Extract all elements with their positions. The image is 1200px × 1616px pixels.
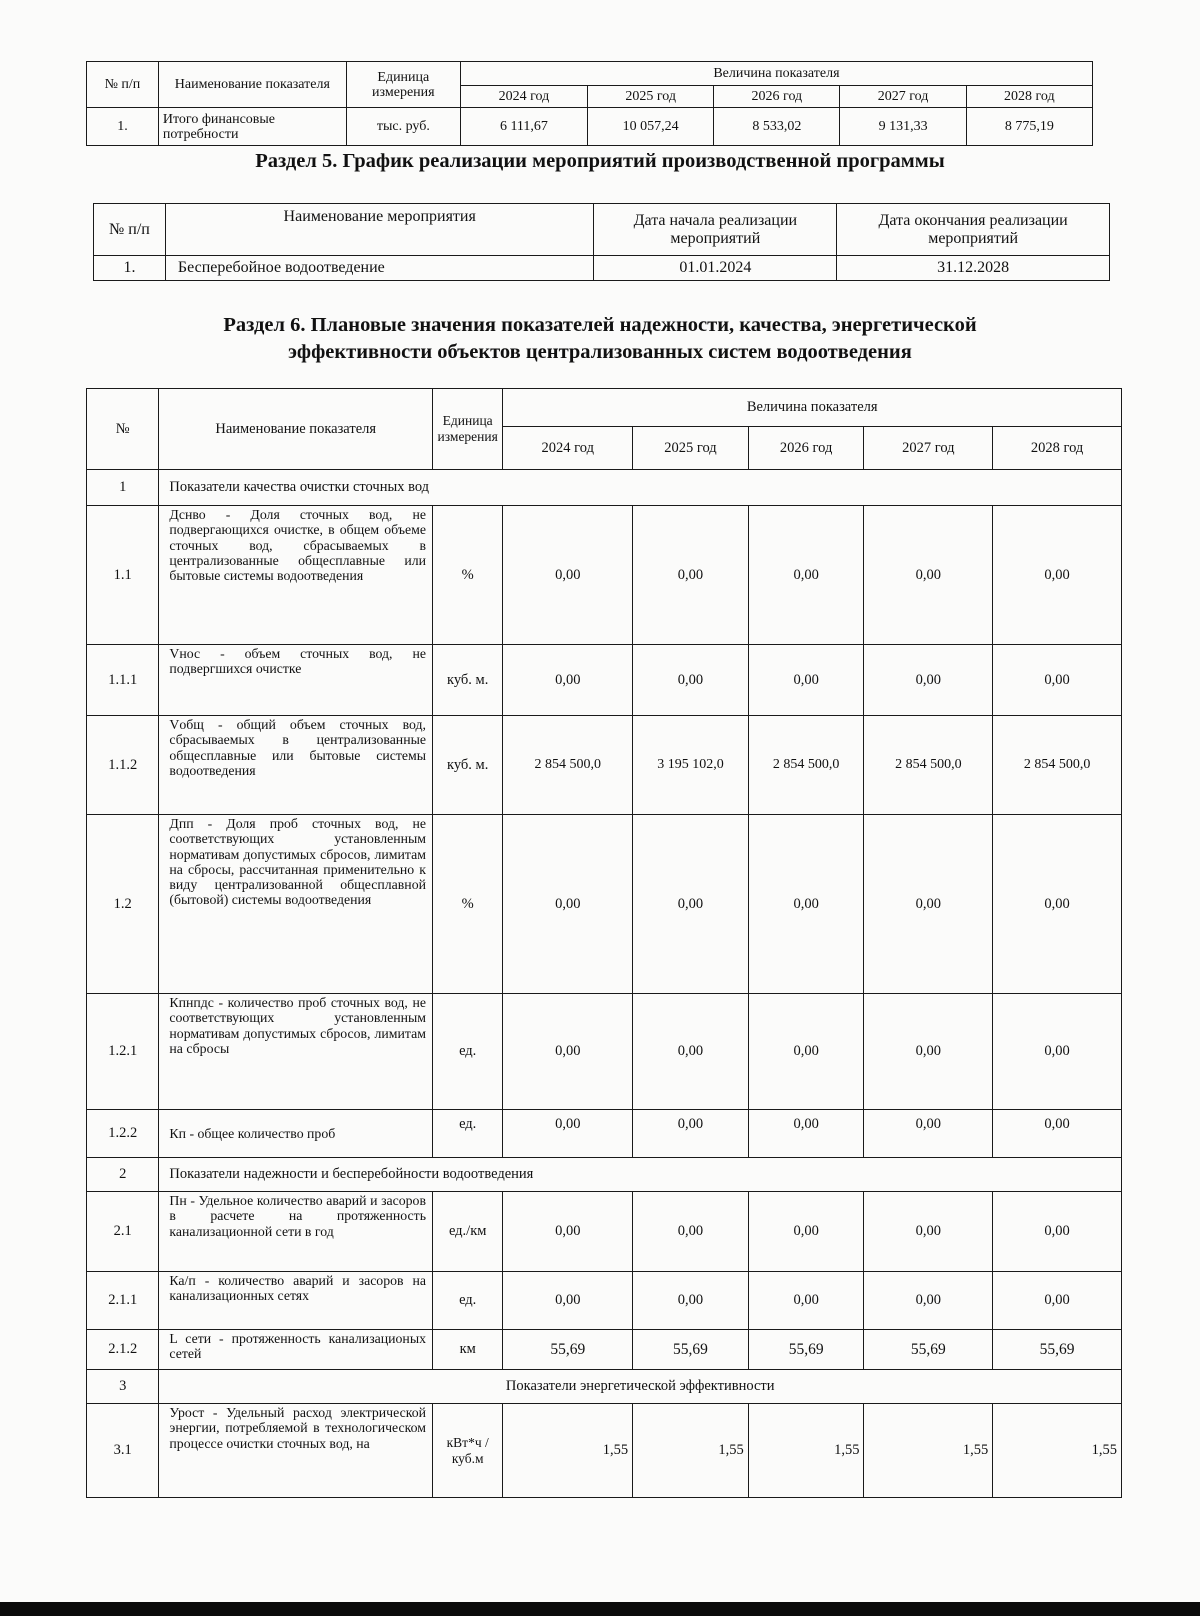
row-unit: ед. <box>432 1272 502 1330</box>
row-unit: кВт*ч / куб.м <box>432 1404 502 1498</box>
row-value: 0,00 <box>864 1192 993 1272</box>
row-unit: ед. <box>432 1110 502 1158</box>
group-row <box>87 1158 1122 1192</box>
row-unit: куб. м. <box>432 645 502 716</box>
row-unit: % <box>432 506 502 645</box>
row-value: 1,55 <box>503 1404 633 1498</box>
row-value: 0,00 <box>633 1110 749 1158</box>
row-value: 0,00 <box>748 1272 864 1330</box>
year-header: 2026 год <box>748 427 864 470</box>
scan-edge-bar <box>0 1602 1200 1616</box>
section6-title <box>0 312 1200 366</box>
row-name: L сети - протяженность канализационых сетей <box>159 1330 433 1370</box>
row-unit: тыс. руб. <box>346 108 460 146</box>
row-value: 0,00 <box>748 994 864 1110</box>
row-num: 1.2.1 <box>87 994 159 1110</box>
group-row <box>87 1370 1122 1404</box>
row-start: 01.01.2024 <box>594 256 837 281</box>
row-value: 0,00 <box>748 815 864 994</box>
year-header: 2027 год <box>864 427 993 470</box>
header-end: Дата окончания реализации мероприятий <box>837 204 1110 256</box>
row-value: 0,00 <box>748 1192 864 1272</box>
row-value: 55,69 <box>748 1330 864 1370</box>
row-value: 2 854 500,0 <box>993 716 1122 815</box>
row-value: 0,00 <box>864 815 993 994</box>
section6-title-line1: Раздел 6. Плановые значения показателей надежности, качества, энергетической <box>223 314 977 336</box>
table-row <box>87 1110 1122 1158</box>
row-value: 2 854 500,0 <box>748 716 864 815</box>
schedule-table <box>93 203 1110 281</box>
row-name: Итого финансовые потребности <box>158 108 346 146</box>
row-value: 0,00 <box>748 645 864 716</box>
row-num: 1.2.2 <box>87 1110 159 1158</box>
year-header: 2025 год <box>588 86 714 108</box>
row-num: 1. <box>94 256 166 281</box>
table-row <box>87 1404 1122 1498</box>
row-unit: ед./км <box>432 1192 502 1272</box>
year-header: 2026 год <box>714 86 840 108</box>
group-title: Показатели надежности и бесперебойности водоотведения <box>159 1158 1122 1192</box>
year-header: 2027 год <box>840 86 966 108</box>
header-num: № п/п <box>94 204 166 256</box>
row-num: 3.1 <box>87 1404 159 1498</box>
group-row <box>87 470 1122 506</box>
row-unit: км <box>432 1330 502 1370</box>
row-value: 1,55 <box>633 1404 749 1498</box>
row-num: 1. <box>87 108 159 146</box>
row-value: 9 131,33 <box>840 108 966 146</box>
header-name: Наименование показателя <box>159 389 433 470</box>
table-row <box>87 994 1122 1110</box>
row-value: 6 111,67 <box>460 108 587 146</box>
row-value: 0,00 <box>993 815 1122 994</box>
row-name: Ка/п - количество аварий и засоров на канализационных сетях <box>159 1272 433 1330</box>
row-value: 0,00 <box>503 1272 633 1330</box>
row-name: Пн - Удельное количество аварий и засоров в расчете на протяженность канализационной сети в год <box>159 1192 433 1272</box>
row-value: 0,00 <box>503 994 633 1110</box>
row-value: 0,00 <box>864 1272 993 1330</box>
year-header: 2024 год <box>460 86 587 108</box>
row-value: 3 195 102,0 <box>633 716 749 815</box>
row-value: 0,00 <box>503 815 633 994</box>
table-row <box>87 108 1093 146</box>
row-name: Кп - общее количество проб <box>159 1110 433 1158</box>
row-value: 0,00 <box>993 506 1122 645</box>
row-name: Бесперебойное водоотведение <box>165 256 594 281</box>
year-header: 2028 год <box>993 427 1122 470</box>
row-value: 55,69 <box>503 1330 633 1370</box>
year-header: 2028 год <box>966 86 1092 108</box>
row-value: 1,55 <box>864 1404 993 1498</box>
row-end: 31.12.2028 <box>837 256 1110 281</box>
table-row <box>87 1330 1122 1370</box>
row-value: 0,00 <box>993 645 1122 716</box>
row-value: 0,00 <box>633 506 749 645</box>
row-unit: ед. <box>432 994 502 1110</box>
row-value: 10 057,24 <box>588 108 714 146</box>
row-value: 0,00 <box>633 815 749 994</box>
row-name: Vобщ - общий объем сточных вод, сбрасываемых в централизованные общесплавные или бытовые системы водоотведения <box>159 716 433 815</box>
row-num: 2.1 <box>87 1192 159 1272</box>
table-row <box>87 716 1122 815</box>
row-value: 0,00 <box>503 506 633 645</box>
row-value: 8 533,02 <box>714 108 840 146</box>
row-num: 2.1.1 <box>87 1272 159 1330</box>
row-num: 1.1.2 <box>87 716 159 815</box>
row-value: 0,00 <box>864 994 993 1110</box>
row-value: 1,55 <box>993 1404 1122 1498</box>
header-value: Величина показателя <box>460 62 1092 86</box>
group-title: Показатели качества очистки сточных вод <box>159 470 1122 506</box>
table-row <box>87 1192 1122 1272</box>
row-value: 0,00 <box>993 1110 1122 1158</box>
row-value: 0,00 <box>503 1192 633 1272</box>
row-value: 1,55 <box>748 1404 864 1498</box>
header-value: Величина показателя <box>503 389 1122 427</box>
row-value: 0,00 <box>864 645 993 716</box>
row-name: Дпп - Доля проб сточных вод, не соответствующих установленным нормативам допустимых сбросов, лимитам на сбросы, рассчитанная применительно к виду централизованной общесплавной (бытовой) системы водоотведения <box>159 815 433 994</box>
row-num: 1.1.1 <box>87 645 159 716</box>
section5-title: Раздел 5. График реализации мероприятий производственной программы <box>255 150 945 172</box>
row-name: Дснво - Доля сточных вод, не подвергающихся очистке, в общем объеме сточных вод, сбрасываемых в централизованные общесплавные или бытовые системы водоотведения <box>159 506 433 645</box>
row-value: 0,00 <box>864 506 993 645</box>
row-value: 0,00 <box>633 645 749 716</box>
row-unit: % <box>432 815 502 994</box>
row-value: 2 854 500,0 <box>864 716 993 815</box>
row-name: Vнос - объем сточных вод, не подвергшихся очистке <box>159 645 433 716</box>
row-value: 0,00 <box>503 1110 633 1158</box>
header-name: Наименование показателя <box>158 62 346 108</box>
group-num: 2 <box>87 1158 159 1192</box>
row-value: 0,00 <box>993 1192 1122 1272</box>
row-value: 55,69 <box>864 1330 993 1370</box>
row-value: 55,69 <box>633 1330 749 1370</box>
header-unit: Единица измерения <box>346 62 460 108</box>
row-value: 0,00 <box>633 994 749 1110</box>
row-value: 0,00 <box>993 994 1122 1110</box>
row-value: 2 854 500,0 <box>503 716 633 815</box>
row-num: 1.1 <box>87 506 159 645</box>
header-unit: Единица измерения <box>432 389 502 470</box>
group-num: 1 <box>87 470 159 506</box>
row-name: Урост - Удельный расход электрической энергии, потребляемой в технологическом процессе очистки сточных вод, на <box>159 1404 433 1498</box>
table-row <box>87 506 1122 645</box>
year-header: 2024 год <box>503 427 633 470</box>
row-value: 0,00 <box>503 645 633 716</box>
header-num: № <box>87 389 159 470</box>
row-value: 0,00 <box>633 1272 749 1330</box>
group-title: Показатели энергетической эффективности <box>159 1370 1122 1404</box>
header-num: № п/п <box>87 62 159 108</box>
indicators-table <box>86 388 1122 1498</box>
row-value: 0,00 <box>748 1110 864 1158</box>
header-name: Наименование мероприятия <box>165 204 594 256</box>
row-value: 55,69 <box>993 1330 1122 1370</box>
section6-title-line2: эффективности объектов централизованных систем водоотведения <box>288 341 912 363</box>
header-start: Дата начала реализации мероприятий <box>594 204 837 256</box>
row-value: 8 775,19 <box>966 108 1092 146</box>
table-row <box>94 256 1110 281</box>
year-header: 2025 год <box>633 427 749 470</box>
row-value: 0,00 <box>993 1272 1122 1330</box>
group-num: 3 <box>87 1370 159 1404</box>
row-value: 0,00 <box>864 1110 993 1158</box>
row-num: 2.1.2 <box>87 1330 159 1370</box>
table-row <box>87 645 1122 716</box>
row-value: 0,00 <box>633 1192 749 1272</box>
table-row <box>87 1272 1122 1330</box>
table-row <box>87 815 1122 994</box>
row-num: 1.2 <box>87 815 159 994</box>
row-name: Кпнпдс - количество проб сточных вод, не соответствующих установленным нормативам допустимых сбросов, лимитам на сбросы <box>159 994 433 1110</box>
financial-needs-table <box>86 61 1093 146</box>
row-value: 0,00 <box>748 506 864 645</box>
row-unit: куб. м. <box>432 716 502 815</box>
